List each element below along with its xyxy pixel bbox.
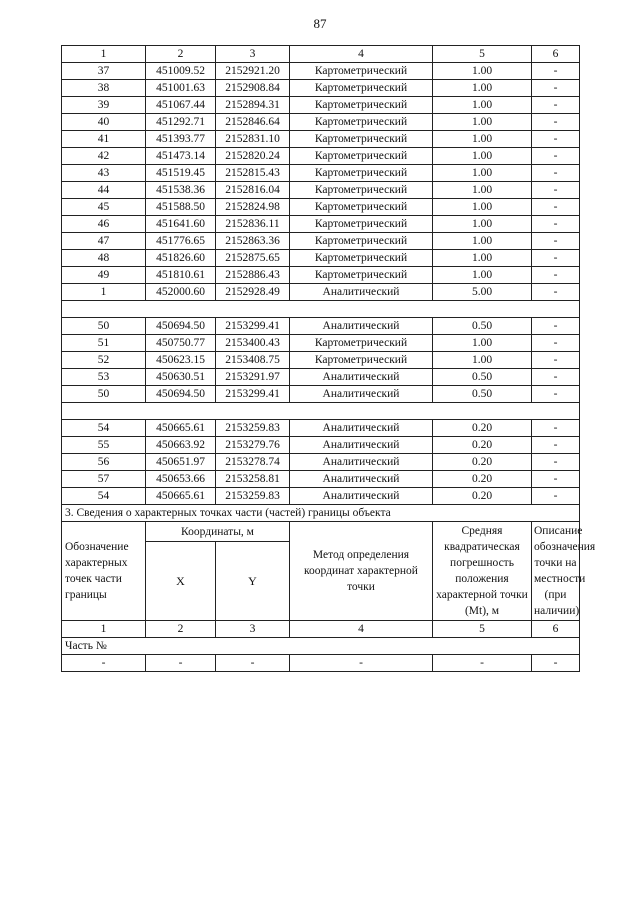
method-cell: Картометрический: [290, 63, 433, 80]
point-number-cell: 40: [62, 114, 146, 131]
method-cell: Аналитический: [290, 437, 433, 454]
point-number-cell: 39: [62, 97, 146, 114]
method-cell: Аналитический: [290, 386, 433, 403]
description-cell: -: [532, 352, 580, 369]
x-coordinate-cell: 450663.92: [146, 437, 216, 454]
x-coordinate-cell: 452000.60: [146, 284, 216, 301]
point-number-cell: 54: [62, 488, 146, 505]
description-cell: -: [532, 131, 580, 148]
accuracy-cell: 5.00: [433, 284, 532, 301]
accuracy-cell: 0.20: [433, 471, 532, 488]
accuracy-cell: 1.00: [433, 114, 532, 131]
column-number: 2: [146, 46, 216, 63]
description-cell: -: [532, 420, 580, 437]
description-cell: -: [532, 97, 580, 114]
point-number-cell: 57: [62, 471, 146, 488]
section3-empty-row: [62, 655, 580, 672]
method-cell: Картометрический: [290, 148, 433, 165]
column-number: 4: [290, 621, 433, 638]
point-row: [62, 437, 580, 454]
method-cell: Картометрический: [290, 182, 433, 199]
y-coordinate-cell: 2153258.81: [216, 471, 290, 488]
separator-row: [62, 403, 580, 420]
description-cell: -: [532, 233, 580, 250]
description-cell: -: [532, 437, 580, 454]
description-cell: -: [532, 165, 580, 182]
empty-cell: -: [146, 655, 216, 672]
point-row: [62, 284, 580, 301]
section3-title-row: [62, 505, 580, 522]
point-number-cell: 50: [62, 318, 146, 335]
column-number: 1: [62, 46, 146, 63]
method-cell: Картометрический: [290, 250, 433, 267]
y-coordinate-cell: 2153259.83: [216, 488, 290, 505]
point-number-cell: 42: [62, 148, 146, 165]
y-coordinate-cell: 2153400.43: [216, 335, 290, 352]
column-number: 5: [433, 621, 532, 638]
y-coordinate-cell: 2153279.76: [216, 437, 290, 454]
point-row: [62, 165, 580, 182]
method-cell: Аналитический: [290, 369, 433, 386]
y-coordinate-cell: 2152836.11: [216, 216, 290, 233]
point-row: [62, 386, 580, 403]
boundary-points-table: [61, 45, 596, 672]
method-cell: Картометрический: [290, 233, 433, 250]
point-number-cell: 43: [62, 165, 146, 182]
column-number: 6: [532, 46, 580, 63]
y-coordinate-cell: 2152820.24: [216, 148, 290, 165]
point-number-cell: 55: [62, 437, 146, 454]
y-coordinate-cell: 2152886.43: [216, 267, 290, 284]
accuracy-cell: 1.00: [433, 165, 532, 182]
method-cell: Аналитический: [290, 420, 433, 437]
y-coordinate-cell: 2152846.64: [216, 114, 290, 131]
description-cell: -: [532, 284, 580, 301]
y-coordinate-cell: 2153291.97: [216, 369, 290, 386]
y-coordinate-cell: 2152908.84: [216, 80, 290, 97]
empty-cell: -: [433, 655, 532, 672]
accuracy-cell: 0.20: [433, 437, 532, 454]
method-cell: Аналитический: [290, 318, 433, 335]
accuracy-cell: 1.00: [433, 131, 532, 148]
y-coordinate-cell: 2153259.83: [216, 420, 290, 437]
method-cell: Аналитический: [290, 454, 433, 471]
part-label: Часть №: [62, 638, 580, 655]
x-coordinate-cell: 451393.77: [146, 131, 216, 148]
column-number-row: [62, 46, 580, 63]
accuracy-cell: 0.50: [433, 369, 532, 386]
x-coordinate-cell: 451826.60: [146, 250, 216, 267]
point-number-cell: 44: [62, 182, 146, 199]
method-cell: Картометрический: [290, 335, 433, 352]
point-number-cell: 56: [62, 454, 146, 471]
x-coordinate-cell: 451810.61: [146, 267, 216, 284]
description-cell: -: [532, 267, 580, 284]
description-cell: -: [532, 182, 580, 199]
x-coordinate-cell: 451641.60: [146, 216, 216, 233]
y-coordinate-cell: 2152815.43: [216, 165, 290, 182]
method-header: Метод определения координат характерной точки: [290, 522, 433, 621]
method-cell: Картометрический: [290, 165, 433, 182]
part-label-row: [62, 638, 580, 655]
point-row: [62, 488, 580, 505]
description-cell: -: [532, 114, 580, 131]
point-row: [62, 250, 580, 267]
empty-cell: -: [62, 655, 146, 672]
x-coordinate-cell: 450623.15: [146, 352, 216, 369]
point-number-cell: 52: [62, 352, 146, 369]
point-number-cell: 41: [62, 131, 146, 148]
accuracy-cell: 1.00: [433, 267, 532, 284]
x-coordinate-cell: 450665.61: [146, 488, 216, 505]
description-cell: -: [532, 318, 580, 335]
point-row: [62, 182, 580, 199]
point-number-cell: 1: [62, 284, 146, 301]
accuracy-header: Средняя квадратическая погрешность положения характерной точки (Mt), м: [433, 522, 532, 621]
method-cell: Аналитический: [290, 471, 433, 488]
method-cell: Картометрический: [290, 216, 433, 233]
method-cell: Картометрический: [290, 267, 433, 284]
method-cell: Аналитический: [290, 488, 433, 505]
x-coordinate-cell: 450630.51: [146, 369, 216, 386]
x-coordinate-cell: 451292.71: [146, 114, 216, 131]
description-cell: -: [532, 488, 580, 505]
x-coordinate-cell: 451588.50: [146, 199, 216, 216]
description-cell: -: [532, 454, 580, 471]
point-row: [62, 63, 580, 80]
point-designation-header: Обозначение характерных точек части границы: [62, 522, 146, 621]
separator-cell: [62, 301, 580, 318]
description-cell: -: [532, 335, 580, 352]
method-cell: Картометрический: [290, 352, 433, 369]
accuracy-cell: 0.50: [433, 386, 532, 403]
y-coordinate-label: Y: [216, 542, 290, 621]
method-cell: Картометрический: [290, 97, 433, 114]
y-coordinate-cell: 2153299.41: [216, 318, 290, 335]
column-number: 4: [290, 46, 433, 63]
point-row: [62, 114, 580, 131]
point-row: [62, 335, 580, 352]
separator-cell: [62, 403, 580, 420]
x-coordinate-cell: 450651.97: [146, 454, 216, 471]
column-number: 2: [146, 621, 216, 638]
section3-column-number-row: [62, 621, 580, 638]
y-coordinate-cell: 2152824.98: [216, 199, 290, 216]
description-cell: -: [532, 369, 580, 386]
accuracy-cell: 1.00: [433, 199, 532, 216]
accuracy-cell: 1.00: [433, 233, 532, 250]
point-row: [62, 318, 580, 335]
accuracy-cell: 0.20: [433, 454, 532, 471]
point-row: [62, 97, 580, 114]
y-coordinate-cell: 2153278.74: [216, 454, 290, 471]
section3-table: [62, 505, 596, 672]
y-coordinate-cell: 2152863.36: [216, 233, 290, 250]
empty-cell: -: [290, 655, 433, 672]
description-cell: -: [532, 216, 580, 233]
point-number-cell: 51: [62, 335, 146, 352]
description-cell: -: [532, 80, 580, 97]
y-coordinate-cell: 2152928.49: [216, 284, 290, 301]
point-row: [62, 267, 580, 284]
y-coordinate-cell: 2152831.10: [216, 131, 290, 148]
section3-title: 3. Сведения о характерных точках части (частей) границы объекта: [62, 505, 580, 522]
x-coordinate-cell: 451001.63: [146, 80, 216, 97]
x-coordinate-label: X: [146, 542, 216, 621]
coordinates-header: Координаты, м: [146, 522, 290, 542]
x-coordinate-cell: 450653.66: [146, 471, 216, 488]
accuracy-cell: 0.20: [433, 488, 532, 505]
point-row: [62, 233, 580, 250]
accuracy-cell: 1.00: [433, 250, 532, 267]
point-row: [62, 131, 580, 148]
method-cell: Аналитический: [290, 284, 433, 301]
description-cell: -: [532, 63, 580, 80]
accuracy-cell: 1.00: [433, 335, 532, 352]
point-number-cell: 53: [62, 369, 146, 386]
point-number-cell: 45: [62, 199, 146, 216]
point-row: [62, 369, 580, 386]
point-number-cell: 49: [62, 267, 146, 284]
x-coordinate-cell: 451538.36: [146, 182, 216, 199]
point-row: [62, 216, 580, 233]
y-coordinate-cell: 2152816.04: [216, 182, 290, 199]
point-number-cell: 37: [62, 63, 146, 80]
section3-header-row: [62, 522, 580, 542]
empty-cell: -: [532, 655, 580, 672]
description-cell: -: [532, 199, 580, 216]
point-number-cell: 38: [62, 80, 146, 97]
y-coordinate-cell: 2152875.65: [216, 250, 290, 267]
point-row: [62, 352, 580, 369]
point-number-cell: 54: [62, 420, 146, 437]
points-table-body: [62, 46, 580, 505]
accuracy-cell: 1.00: [433, 97, 532, 114]
column-number: 6: [532, 621, 580, 638]
x-coordinate-cell: 451519.45: [146, 165, 216, 182]
point-row: [62, 148, 580, 165]
accuracy-cell: 0.50: [433, 318, 532, 335]
description-cell: -: [532, 386, 580, 403]
method-cell: Картометрический: [290, 131, 433, 148]
column-number: 3: [216, 621, 290, 638]
point-number-cell: 47: [62, 233, 146, 250]
separator-row: [62, 301, 580, 318]
x-coordinate-cell: 451776.65: [146, 233, 216, 250]
x-coordinate-cell: 450694.50: [146, 386, 216, 403]
y-coordinate-cell: 2152921.20: [216, 63, 290, 80]
point-row: [62, 199, 580, 216]
y-coordinate-cell: 2153299.41: [216, 386, 290, 403]
accuracy-cell: 1.00: [433, 63, 532, 80]
x-coordinate-cell: 450665.61: [146, 420, 216, 437]
accuracy-cell: 1.00: [433, 352, 532, 369]
empty-cell: -: [216, 655, 290, 672]
x-coordinate-cell: 451473.14: [146, 148, 216, 165]
point-row: [62, 80, 580, 97]
x-coordinate-cell: 450750.77: [146, 335, 216, 352]
method-cell: Картометрический: [290, 114, 433, 131]
point-number-cell: 48: [62, 250, 146, 267]
accuracy-cell: 0.20: [433, 420, 532, 437]
point-row: [62, 420, 580, 437]
point-number-cell: 46: [62, 216, 146, 233]
accuracy-cell: 1.00: [433, 216, 532, 233]
x-coordinate-cell: 451009.52: [146, 63, 216, 80]
x-coordinate-cell: 451067.44: [146, 97, 216, 114]
method-cell: Картометрический: [290, 80, 433, 97]
description-cell: -: [532, 471, 580, 488]
page-number: 87: [313, 16, 327, 31]
x-coordinate-cell: 450694.50: [146, 318, 216, 335]
y-coordinate-cell: 2153408.75: [216, 352, 290, 369]
point-row: [62, 471, 580, 488]
point-number-cell: 50: [62, 386, 146, 403]
accuracy-cell: 1.00: [433, 80, 532, 97]
accuracy-cell: 1.00: [433, 148, 532, 165]
column-number: 5: [433, 46, 532, 63]
description-header: Описание обозначения точки на местности (при наличии): [532, 522, 580, 621]
point-row: [62, 454, 580, 471]
column-number: 3: [216, 46, 290, 63]
accuracy-cell: 1.00: [433, 182, 532, 199]
description-cell: -: [532, 250, 580, 267]
method-cell: Картометрический: [290, 199, 433, 216]
column-number: 1: [62, 621, 146, 638]
description-cell: -: [532, 148, 580, 165]
y-coordinate-cell: 2152894.31: [216, 97, 290, 114]
